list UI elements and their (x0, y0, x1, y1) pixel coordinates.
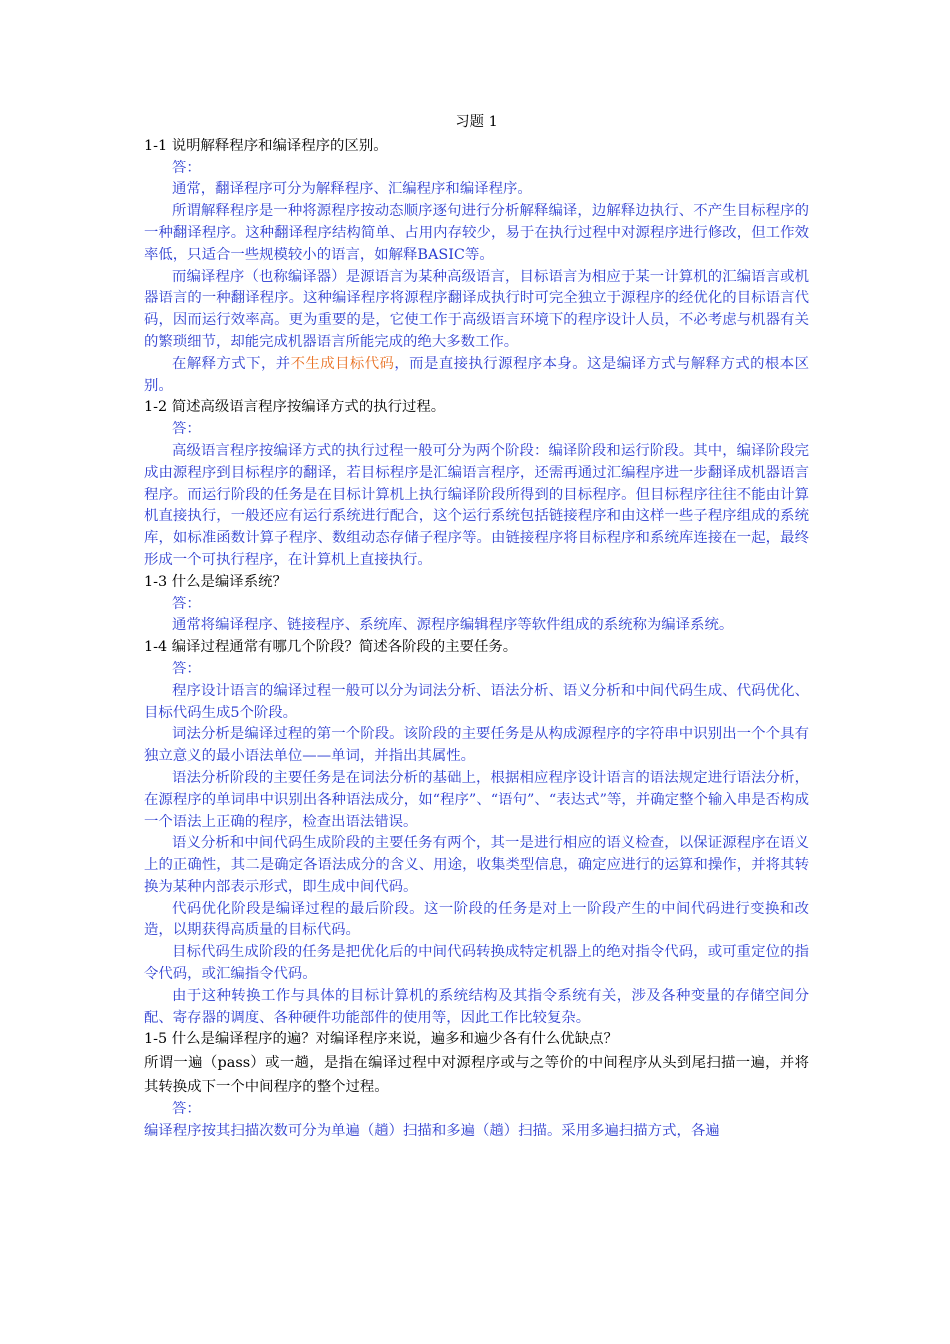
page-title: 习题 1 (455, 114, 498, 130)
answer-paragraph: 目标代码生成阶段的任务是把优化后的中间代码转换成特定机器上的绝对指令代码，或可重定位的指令代码，或汇编指令代码。 (144, 944, 809, 983)
answer-paragraph: 所谓解释程序是一种将源程序按动态顺序逐句进行分析解释编译，边解释边执行、不产生目标程序的一种翻译程序。这种翻译程序结构简单、占用内存较少，易于在执行过程中对源程序进行修改，但工作效率低，只适合一些规模较小的语言，如解释BASIC等。 (144, 203, 809, 263)
answer-paragraph: 语法分析阶段的主要任务是在词法分析的基础上，根据相应程序设计语言的语法规定进行语法分析，在源程序的单词串中识别出各种语法成分，如“程序”、“语句”、“表达式”等，并确定整个输入串是否构成一个语法上正确的程序，检查出语法错误。 (144, 769, 809, 830)
answer-paragraph: 词法分析是编译过程的第一个阶段。该阶段的主要任务是从构成源程序的字符串中识别出一个个具有独立意义的最小语法单位——单词，并指出其属性。 (144, 726, 809, 765)
answer-label: 答： (172, 421, 201, 438)
text-span: 在解释方式下，并 (172, 355, 291, 372)
document-page (144, 112, 809, 1143)
answer-paragraph: 程序设计语言的编译过程一般可以分为词法分析、语法分析、语义分析和中间代码生成、代码优化、目标代码生成5个阶段。 (144, 682, 809, 721)
answer-label: 答： (172, 595, 201, 612)
answer-paragraph: 代码优化阶段是编译过程的最后阶段。这一阶段的任务是对上一阶段产生的中间代码进行变换和改造，以期获得高质量的目标代码。 (144, 900, 809, 939)
definition-paragraph: 所谓一遍（pass）或一趟，是指在编译过程中对源程序或与之等价的中间程序从头到尾扫描一遍，并将其转换成下一个中间程序的整个过程。 (144, 1055, 809, 1096)
answer-paragraph: 通常将编译程序、链接程序、系统库、源程序编辑程序等软件组成的系统称为编译系统。 (172, 617, 734, 634)
question-1-3: 1-3 什么是编译系统？ (144, 573, 287, 590)
question-1-2: 1-2 简述高级语言程序按编译方式的执行过程。 (144, 399, 446, 416)
question-1-4: 1-4 编译过程通常有哪几个阶段？简述各阶段的主要任务。 (144, 639, 518, 656)
answer-paragraph: 由于这种转换工作与具体的目标计算机的系统结构及其指令系统有关，涉及各种变量的存储空间分配、寄存器的调度、各种硬件功能部件的使用等，因此工作比较复杂。 (144, 987, 809, 1026)
answer-label: 答： (172, 1101, 201, 1118)
question-1-1: 1-1 说明解释程序和编译程序的区别。 (144, 137, 388, 154)
answer-paragraph (144, 354, 809, 398)
answer-paragraph: 语义分析和中间代码生成阶段的主要任务有两个，其一是进行相应的语义检查，以保证源程序在语义上的正确性，其二是确定各语法成分的含义、用途，收集类型信息，确定应进行的运算和操作，并将其转换为某种内部表示形式，即生成中间代码。 (144, 835, 809, 895)
answer-label: 答： (172, 660, 201, 677)
answer-label: 答： (172, 159, 201, 176)
question-1-5: 1-5 什么是编译程序的遍？对编译程序来说，遍多和遍少各有什么优缺点？ (144, 1031, 618, 1048)
highlighted-text: 不生成目标代码 (290, 355, 395, 372)
answer-paragraph: 高级语言程序按编译方式的执行过程一般可分为两个阶段：编译阶段和运行阶段。其中，编译阶段完成由源程序到目标程序的翻译，若目标程序是汇编语言程序，还需再通过汇编程序进一步翻译成机器语言程序。而运行阶段的任务是在目标计算机上执行编译阶段所得到的目标程序。但目标程序往往不能由计算机直接执行，一般还应有运行系统进行配合，这个运行系统包括链接程序和由这样一些子程序组成的系统库，如标准函数计算子程序、数组动态存储子程序等。由链接程序将目标程序和系统库连接在一起，最终形成一个可执行程序，在计算机上直接执行。 (144, 442, 809, 568)
answer-paragraph: 而编译程序（也称编译器）是源语言为某种高级语言，目标语言为相应于某一计算机的汇编语言或机器语言的一种翻译程序。这种编译程序将源程序翻译成执行时可完全独立于源程序的经优化的目标语言代码，因而运行效率高。更为重要的是，它使工作于高级语言环境下的程序设计人员，不必考虑与机器有关的繁琐细节，却能完成机器语言所能完成的绝大多数工作。 (144, 268, 809, 350)
answer-paragraph: 编译程序按其扫描次数可分为单遍（趟）扫描和多遍（趟）扫描。采用多遍扫描方式，各遍 (144, 1123, 720, 1140)
text-span: ，而是直接执行源程序本身。这是编译方式与解释方式的根本区别。 (144, 355, 809, 394)
answer-paragraph: 通常，翻译程序可分为解释程序、汇编程序和编译程序。 (172, 181, 532, 198)
